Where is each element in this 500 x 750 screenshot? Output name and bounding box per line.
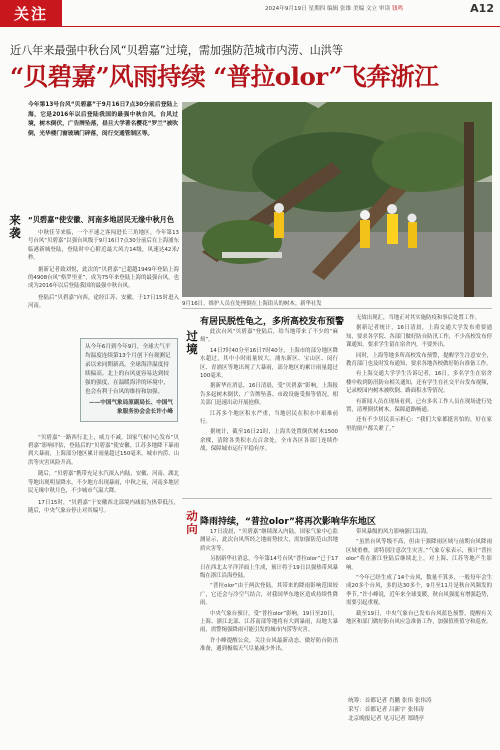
article2-paragraph: 据新记者统计，16日清晨，上海交通大学发布重要通知，要求各学院、各部门做好防台防汛工作，不少高校发布停课通知，要求学生留在宿舍内，不要外出。	[346, 325, 492, 349]
masthead-bar	[0, 0, 500, 26]
left-paragraph: 17日15时，“贝碧嘉”于安徽西北部境内减弱为热带低压，随后，中央气象台停止对其编号。	[28, 499, 179, 514]
article3-paragraph: 许小峰提醒公众，关注台风最新动态，做好防台防汛准备，遇到极端天气尽量减少外出。	[200, 637, 338, 653]
article2-column-2	[346, 314, 492, 435]
article3-paragraph: “虽然台风等级不高，但由于强降雨区域与前期台风降雨区域重叠，需特别注意次生灾害。”气象专家表示，预计“普拉olor”将在浙江登陆后继续北上，对上海、江苏等地产生影响。	[346, 539, 492, 571]
header-date: 2024年9月19日 星期四 编辑	[265, 6, 339, 12]
page-number: A12	[470, 2, 494, 15]
credit-line: 统筹：首都记者 肖鹏 张伟 张伟涛	[348, 698, 432, 704]
article2-paragraph: 同时，上海等地多所高校发布预警，提醒学生注意安全，教育部门也及时发布通知，要求各地各校做好防台准备工作。	[346, 352, 492, 368]
label-move	[185, 510, 199, 536]
article3-paragraph: 带风暴级的风力影响浙江沿海。	[356, 529, 432, 535]
left-section-title: “贝碧嘉”使安徽、河南多地居民无缘中秋月色	[28, 215, 175, 224]
label-coming	[8, 214, 22, 240]
label-past	[185, 330, 199, 356]
left-paragraph: 据新记者致刘悦，此次的“贝碧嘉”已超越1949年登陆上海的4908台风“格罗里亚”，成为75年来登陆上海的最强台风，也成为2016年以后登陆我国的最强中秋台风。	[28, 266, 179, 290]
article2-paragraph: 有新闻人员在现场看到，已有多名工作人员在现场进行处置，清理倒伏树木，保障道路畅通。	[346, 398, 492, 414]
subheadline: 近八年来最强中秋台风“贝碧嘉”过境，需加强防范城市内涝、山洪等	[10, 44, 343, 57]
left-paragraph: 随后，“贝碧嘉”携带充足水汽深入内陆，安徽、河南、湖北等地出现明显降水，不少地方出现暴雨，中秋之夜，河南多地居民无缘中秋月色，不少城市气温大降。	[28, 471, 179, 495]
quote-box	[80, 338, 178, 422]
article3-paragraph: 截至19日，中央气象台已发布台风蓝色预警，提醒有关地区和部门做好防台风应急准备工作，加强值班值守和巡查。	[346, 610, 492, 626]
divider	[182, 498, 492, 499]
article3-paragraph: 17日凌晨，“贝碧嘉”继续深入内陆，国家气象中心监测显示，此次台风所经之地雨势较大，需加强防范山洪地质灾害等。	[200, 529, 338, 552]
header-info	[265, 4, 403, 12]
headline: “贝碧嘉”风雨持续 “普拉olor”飞奔浙江	[10, 62, 439, 91]
article3-paragraph: “普拉olor”由于两次登陆，其带来的降雨影响范围较广，它还会与冷空气结合，对我国华东地区造成持续性降雨。	[200, 583, 338, 607]
label-coming-char-2: 袭	[9, 226, 21, 240]
photo-caption: 9月16日，维护人员在处理倒在上海街头的树木。新华社发	[182, 301, 322, 307]
label-coming-char-1: 来	[9, 213, 21, 227]
article3-column-1	[200, 528, 338, 656]
header-rule	[0, 26, 500, 27]
news-photo-graphic	[182, 102, 492, 297]
section-tag: 关注	[0, 0, 62, 26]
news-photo	[182, 102, 492, 297]
article2-paragraph: 无故出现汇，当地正对其实施防疫和事后处置工作。	[356, 315, 480, 321]
header-editor: 张维 美编	[340, 6, 365, 12]
article2-paragraph: 此次台风“贝碧嘉”登陆后，给当地带来了不少的“麻烦”。	[200, 329, 338, 344]
quote-source: ——中国气象局原副局长、中国气象服务协会会长许小峰	[89, 400, 173, 415]
article3-paragraph: 另据新华社消息，今年第14号台风“普拉olor”已于17日在西北太平洋洋面上生成，预计将于19日以强热带风暴级在浙江沿海登陆。	[200, 556, 338, 580]
left-paragraph: 登陆后“贝碧嘉”向西，途经江苏、安徽，于17日15时进入河南。	[28, 294, 179, 310]
divider	[182, 308, 492, 309]
lead-paragraph: 今年第13号台风“贝碧嘉”于9月16日7点30分前后登陆上海，它是2016年以后登陆我国的最强中秋台风，台风过境，树木倒伏，广告牌坠落，昼旦大学著名樱花“罗兰”被吹倒，光华楼门窗玻璃门碎落，闵行交通管制区等。	[28, 102, 178, 137]
label-past-char-1: 过	[186, 329, 198, 343]
header-proofreader: 钱鸣	[391, 6, 404, 12]
label-past-char-2: 境	[186, 342, 198, 356]
article2-paragraph: 14日7时40分至16日7时40分，上海市的部分地区降水超过，其中小时雨量较大，浦东新区、宝山区、闵行区、青浦区等地出现了大暴雨，部分地区的累计雨量超过100毫米。	[200, 347, 338, 380]
article3-title: 降雨持续，“普拉olor”将再次影响华东地区	[200, 517, 376, 527]
article2-title: 有居民脱性龟之，多所高校发布预警	[200, 317, 345, 327]
article2-paragraph: 据新华社消息，16日清晨，受“贝碧嘉”影响，上海报告多起树木倒伏、广告牌坠落、市政设施受损等情况，相关部门迅速出动开展抢修。	[200, 383, 338, 407]
article2-column-1	[200, 328, 338, 456]
left-paragraph: “贝碧嘉”一路西行北上，威力不减。国家气候中心发布“贝碧嘉”影响评估，登陆后的“贝碧嘉”使安徽、江苏多地降下暴雨到大暴雨，上海部分地区累计雨量超过150毫米，城市内涝、山洪等灾害风险升高。	[28, 434, 179, 466]
credits	[348, 697, 488, 724]
article2-paragraph: 据统计，截至16日21时，上海共处置倒伏树木1500余棵，清除各类积水点百余处，全市各区各部门连续作战，保障城市运行平稳有序。	[200, 429, 338, 453]
article2-paragraph: 还有不少居民表示担心：“我们大家都挺害怕的，好在家里的窗户都关紧了。”	[346, 417, 492, 432]
left-paragraph: 中秋佳节来临，一个不速之客闯进长三角地区。今年第13号台风“贝碧嘉”以强台风级于9月16日7点30分前后在上海浦东临港新城登陆，登陆时中心附近最大风力14级，风速达42米/秒。	[28, 230, 179, 262]
label-move-char-1: 动	[186, 509, 198, 523]
article3-paragraph: “今年已经生成了14个台风，数量不算多，一般每年会生成20多个台风，多的达30多个，9月至11月是秋台风频发的季节。”许小峰说，近年来全球变暖，秋台风强度有增强趋势，需要引起重视。	[346, 575, 492, 607]
credit-line: 采写：首都记者 吕新宇 张伟涛	[348, 707, 425, 713]
article2-paragraph: 有上海交通大学学生告诉记者，16日，多名学生在宿舍楼中收到防汛防台相关通知，还有学生在社交平台发布视频，记录校园内树木被吹倒、路面积水等情况。	[346, 371, 492, 395]
quote-text: 从今年6月到今年9月，全球大气平均温度连续第13个月创下有观测记录以来同期新高，全球海洋温度持续偏高。北上的台风更容易达到较强的强度，在温暖海洋的环境中，也会有利于台风的维持和加强。	[85, 344, 171, 395]
label-move-char-2: 向	[186, 522, 198, 536]
article3-paragraph: 中央气象台预计，受“普拉olor”影响，19日至20日，上海、浙江北部、江苏南部等地将有大到暴雨，局地大暴雨，需警惕强降雨可能引发的城市内涝等灾害。	[200, 610, 338, 634]
credit-line: 北京晚报记者 见习记者 郑晓亭	[348, 716, 425, 722]
header-designer: 文立 审读	[365, 6, 391, 12]
article2-paragraph: 江苏多个地区积水严重，当地居民在积水中艰难前行。	[200, 410, 338, 426]
article3-column-2	[346, 528, 492, 628]
